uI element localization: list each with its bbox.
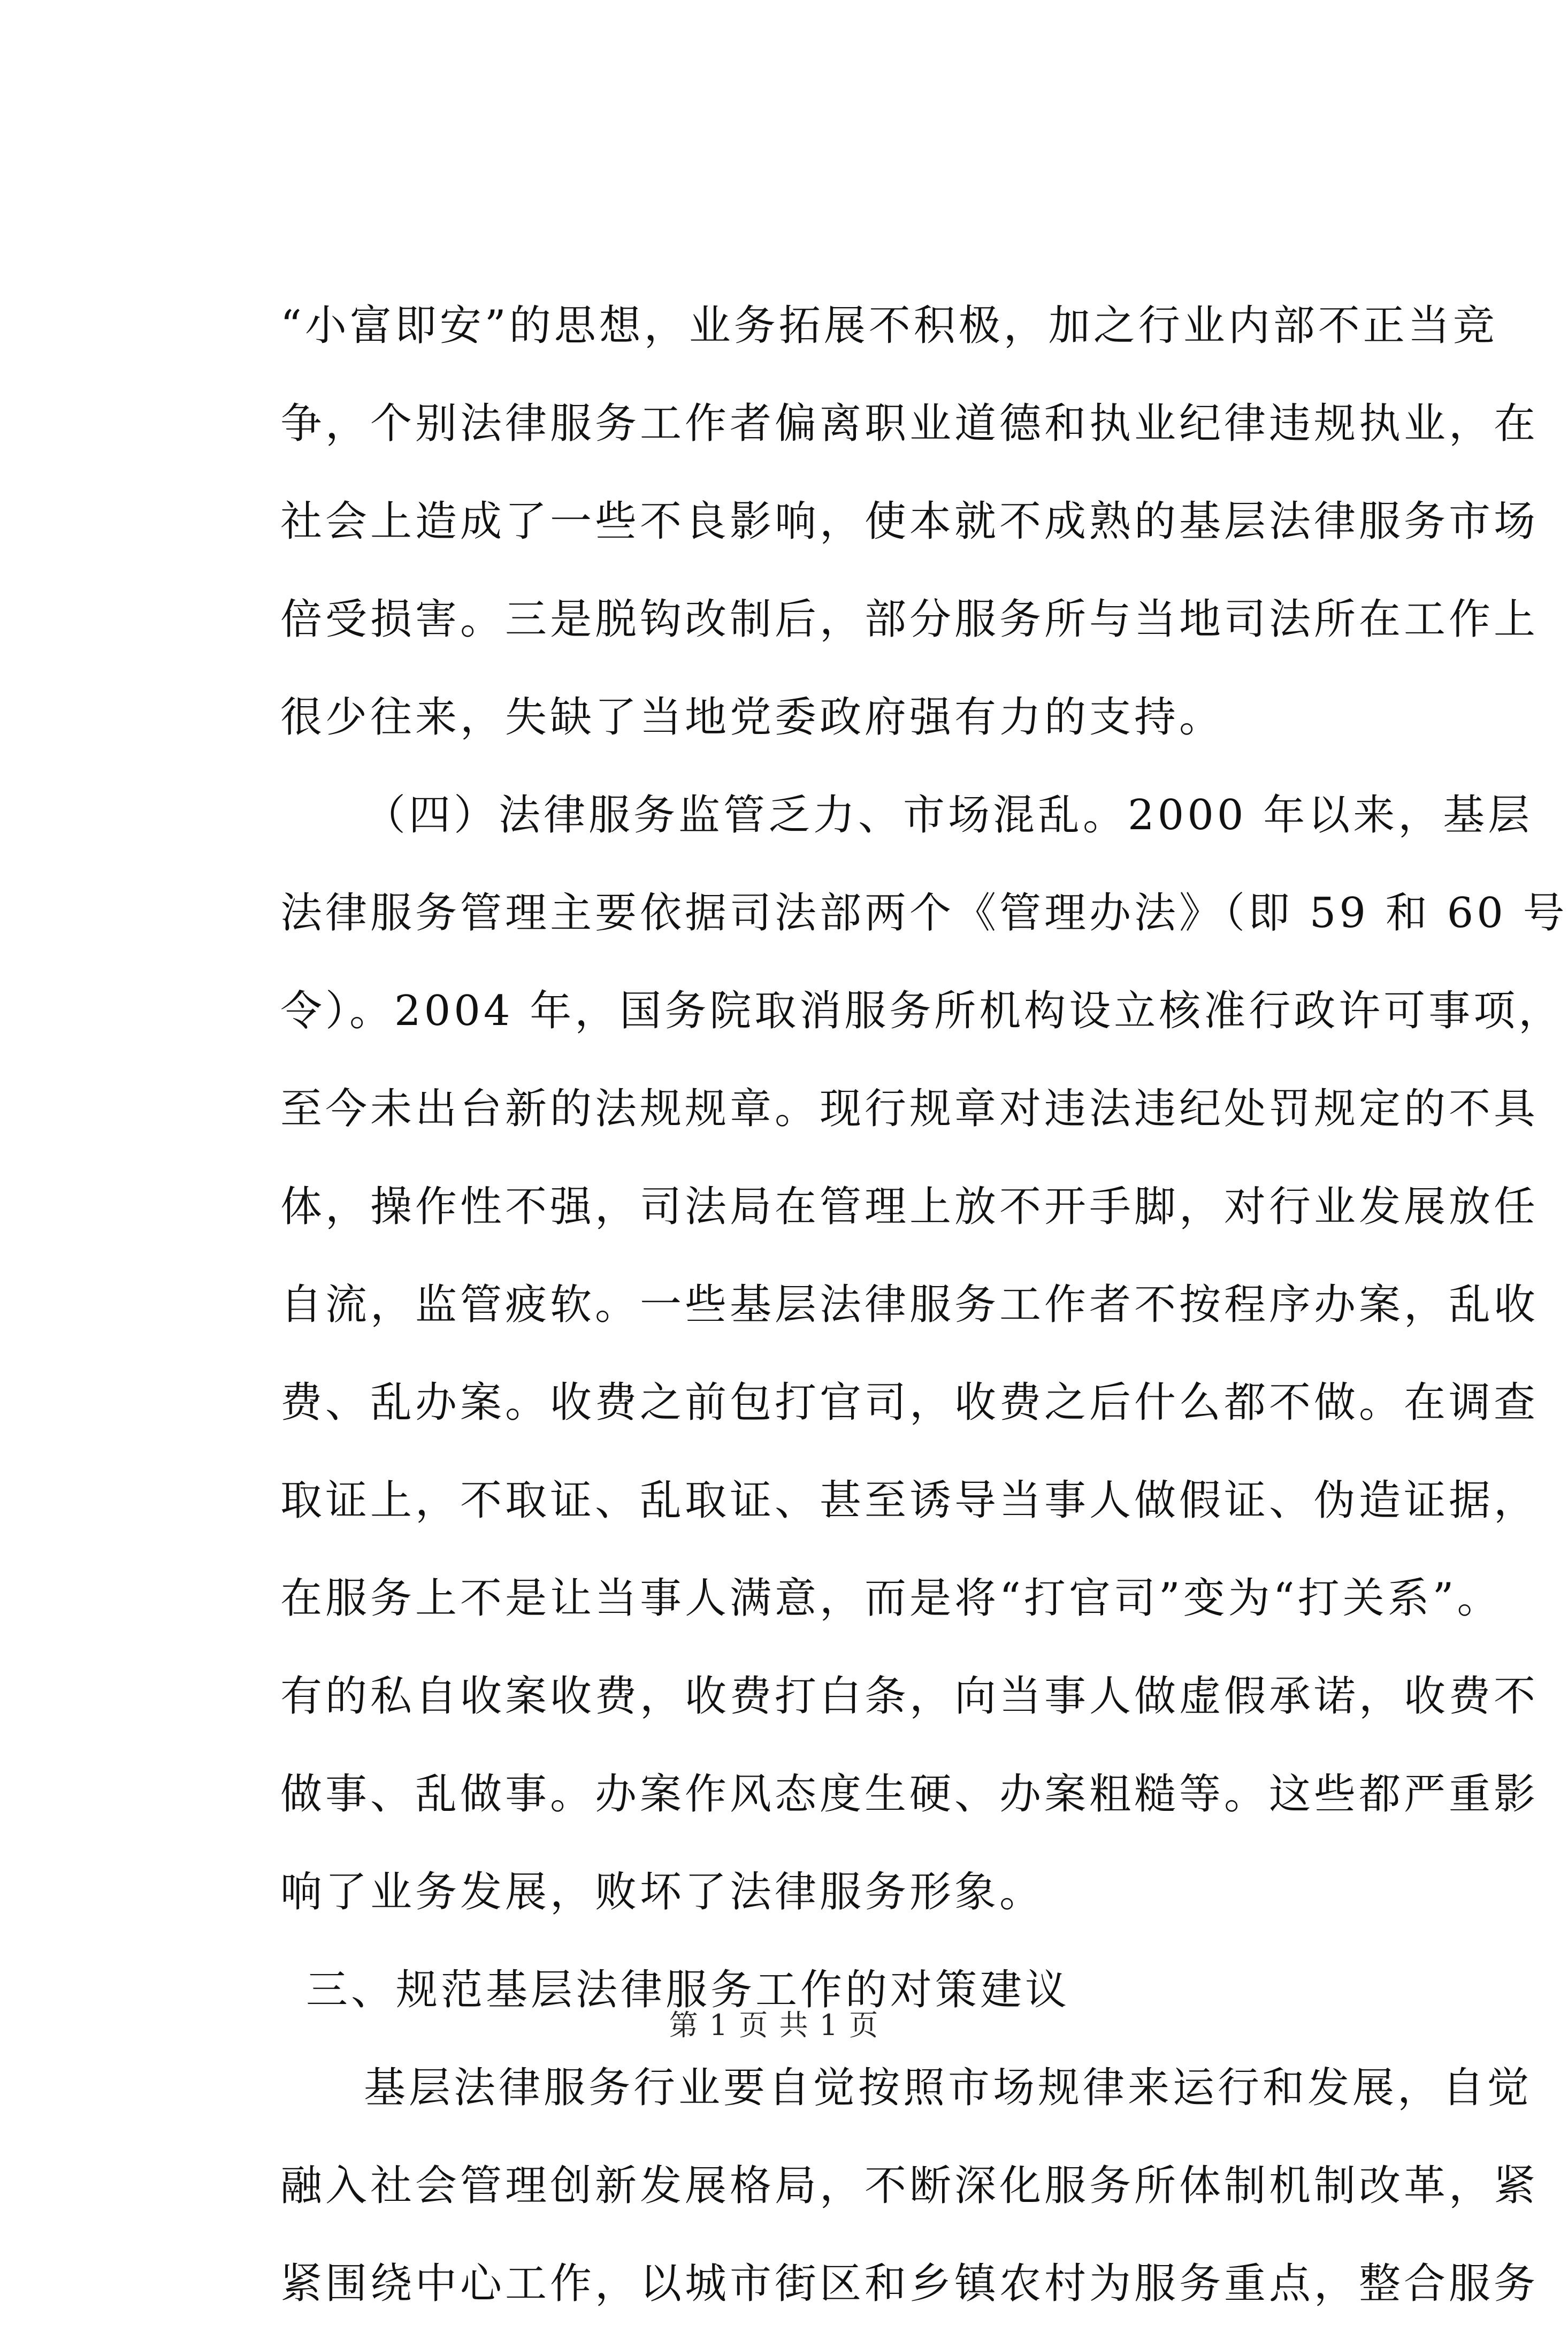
text-line-2: 争，个别法律服务工作者偏离职业道德和执业纪律违规执业，在 (280, 400, 1539, 448)
text-line-10: 体，操作性不强，司法局在管理上放不开手脚，对行业发展放任 (280, 1183, 1539, 1231)
text-line-8: 令）。2004 年，国务院取消服务所机构设立核准行政许可事项， (280, 987, 1564, 1035)
text-line-13: 取证上，不取证、乱取证、甚至诱导当事人做假证、伪造证据， (280, 1477, 1539, 1525)
section-heading: 三、规范基层法律服务工作的对策建议 (306, 1966, 1070, 2014)
text-line-20: 融入社会管理创新发展格局，不断深化服务所体制机制改革，紧 (280, 2162, 1539, 2210)
text-line-6: （四）法律服务监管乏力、市场混乱。2000 年以来，基层 (364, 791, 1533, 839)
text-line-16: 做事、乱做事。办案作风态度生硬、办案粗糙等。这些都严重影 (280, 1770, 1539, 1818)
page-number-footer: 第 1 页 共 1 页 (669, 2008, 879, 2042)
text-line-15: 有的私自收案收费，收费打白条，向当事人做虚假承诺，收费不 (280, 1672, 1539, 1720)
text-line-21: 紧围绕中心工作，以城市街区和乡镇农村为服务重点，整合服务 (280, 2260, 1539, 2308)
text-line-3: 社会上造成了一些不良影响，使本就不成熟的基层法律服务市场 (280, 498, 1539, 546)
text-line-4: 倍受损害。三是脱钩改制后，部分服务所与当地司法所在工作上 (280, 595, 1539, 644)
text-line-14: 在服务上不是让当事人满意，而是将“打官司”变为“打关系”。 (280, 1574, 1502, 1623)
text-line-17: 响了业务发展，败坏了法律服务形象。 (280, 1868, 1045, 1916)
text-line-1: “小富即安”的思想，业务拓展不积极，加之行业内部不正当竞 (280, 302, 1498, 350)
text-line-19: 基层法律服务行业要自觉按照市场规律来运行和发展，自觉 (364, 2064, 1533, 2112)
text-line-5: 很少往来，失缺了当地党委政府强有力的支持。 (280, 693, 1225, 741)
text-line-12: 费、乱办案。收费之前包打官司，收费之后什么都不做。在调查 (280, 1379, 1539, 1427)
text-line-9: 至今未出台新的法规规章。现行规章对违法违纪处罚规定的不具 (280, 1085, 1539, 1133)
text-line-7: 法律服务管理主要依据司法部两个《管理办法》（即 59 和 60 号 (280, 889, 1568, 937)
text-line-11: 自流，监管疲软。一些基层法律服务工作者不按程序办案，乱收 (280, 1281, 1539, 1329)
